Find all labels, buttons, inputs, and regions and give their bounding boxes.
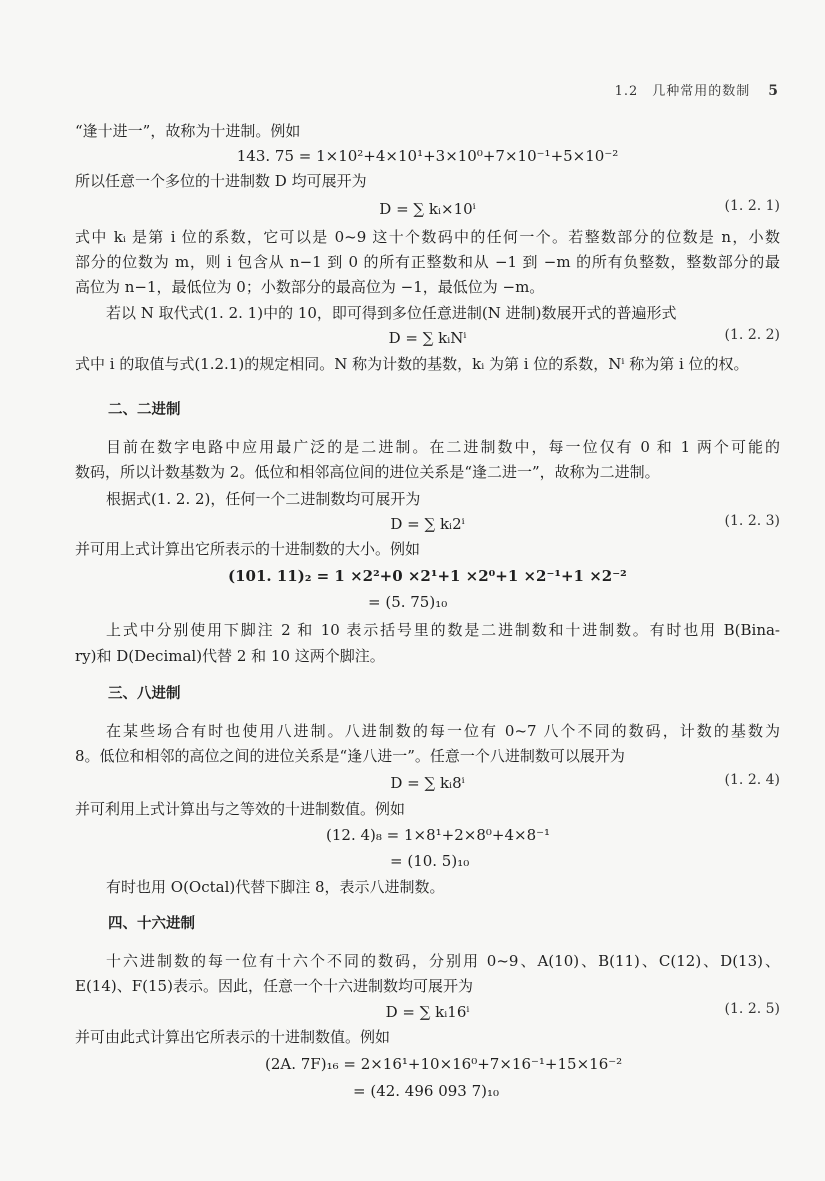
equation: = (10. 5)₁₀: [390, 852, 470, 870]
equation-number: (1. 2. 1): [724, 198, 780, 214]
paragraph-line: 式中 kᵢ 是第 i 位的系数，它可以是 0~9 这十个数码中的任何一个。若整数部分的位数是 n，小数: [75, 228, 780, 246]
section-title: 1.2 几种常用的数制: [614, 84, 751, 99]
equation: = (42. 496 093 7)₁₀: [353, 1082, 500, 1100]
page-number: 5: [768, 83, 779, 99]
paragraph-line: 8。低位和相邻的高位之间的进位关系是“逢八进一”。任意一个八进制数可以展开为: [75, 747, 625, 765]
paragraph-line: 并可用上式计算出它所表示的十进制数的大小。例如: [75, 540, 421, 558]
paragraph-line: 并可由此式计算出它所表示的十进制数值。例如: [75, 1028, 391, 1046]
paragraph-line: 所以任意一个多位的十进制数 D 均可展开为: [75, 172, 367, 190]
equation: = (5. 75)₁₀: [368, 593, 448, 611]
paragraph-line: 若以 N 取代式(1. 2. 1)中的 10，即可得到多位任意进制(N 进制)数展开式的普遍形式: [106, 304, 677, 322]
running-head: [615, 80, 779, 99]
paragraph-line: 目前在数字电路中应用最广泛的是二进制。在二进制数中，每一位仅有 0 和 1 两个可能的: [106, 438, 780, 456]
equation-number: (1. 2. 5): [724, 1001, 780, 1017]
paragraph-line: 上式中分别使用下脚注 2 和 10 表示括号里的数是二进制数和十进制数。有时也用 B(Bina-: [106, 621, 780, 639]
equation: D = ∑ kᵢNⁱ: [388, 329, 467, 347]
equation: D = ∑ kᵢ16ⁱ: [385, 1003, 470, 1021]
paragraph-line: 十六进制数的每一位有十六个不同的数码，分别用 0~9、A(10)、B(11)、C(12)、D(13)、: [106, 952, 780, 970]
paragraph-line: 有时也用 O(Octal)代替下脚注 8，表示八进制数。: [106, 878, 445, 896]
equation: D = ∑ kᵢ2ⁱ: [390, 515, 465, 533]
section-heading: 四、十六进制: [108, 916, 195, 932]
equation-number: (1. 2. 4): [724, 772, 780, 788]
equation: (101. 11)₂ = 1 ×2²+0 ×2¹+1 ×2⁰+1 ×2⁻¹+1 ×2⁻²: [228, 567, 627, 585]
paragraph-line: 并可利用上式计算出与之等效的十进制数值。例如: [75, 800, 406, 818]
equation: D = ∑ kᵢ8ⁱ: [390, 774, 465, 792]
paragraph-line: 部分的位数为 m，则 i 包含从 n−1 到 0 的所有正整数和从 −1 到 −m 的所有负整数，整数部分的最: [75, 253, 780, 271]
paragraph-line: 在某些场合有时也使用八进制。八进制数的每一位有 0~7 八个不同的数码，计数的基数为: [106, 722, 780, 740]
paragraph-line: ry)和 D(Decimal)代替 2 和 10 这两个脚注。: [75, 647, 385, 665]
paragraph-line: “逢十进一”，故称为十进制。例如: [75, 122, 301, 140]
equation: 143. 75 = 1×10²+4×10¹+3×10⁰+7×10⁻¹+5×10⁻²: [236, 147, 619, 165]
section-heading: 三、八进制: [108, 686, 181, 702]
paragraph-line: 式中 i 的取值与式(1.2.1)的规定相同。N 称为计数的基数，kᵢ 为第 i 位的系数，Nⁱ 称为第 i 位的权。: [75, 355, 749, 373]
paragraph-line: E(14)、F(15)表示。因此，任意一个十六进制数均可展开为: [75, 977, 473, 995]
section-heading: 二、二进制: [108, 402, 181, 418]
equation: D = ∑ kᵢ×10ⁱ: [379, 200, 476, 218]
paragraph-line: 高位为 n−1，最低位为 0；小数部分的最高位为 −1，最低位为 −m。: [75, 278, 545, 296]
equation: (2A. 7F)₁₆ = 2×16¹+10×16⁰+7×16⁻¹+15×16⁻²: [265, 1055, 623, 1073]
equation-number: (1. 2. 2): [724, 327, 780, 343]
equation: (12. 4)₈ = 1×8¹+2×8⁰+4×8⁻¹: [326, 826, 551, 844]
paragraph-line: 根据式(1. 2. 2)，任何一个二进制数均可展开为: [106, 490, 421, 508]
equation-number: (1. 2. 3): [724, 513, 780, 529]
paragraph-line: 数码，所以计数基数为 2。低位和相邻高位间的进位关系是“逢二进一”，故称为二进制。: [75, 463, 660, 481]
